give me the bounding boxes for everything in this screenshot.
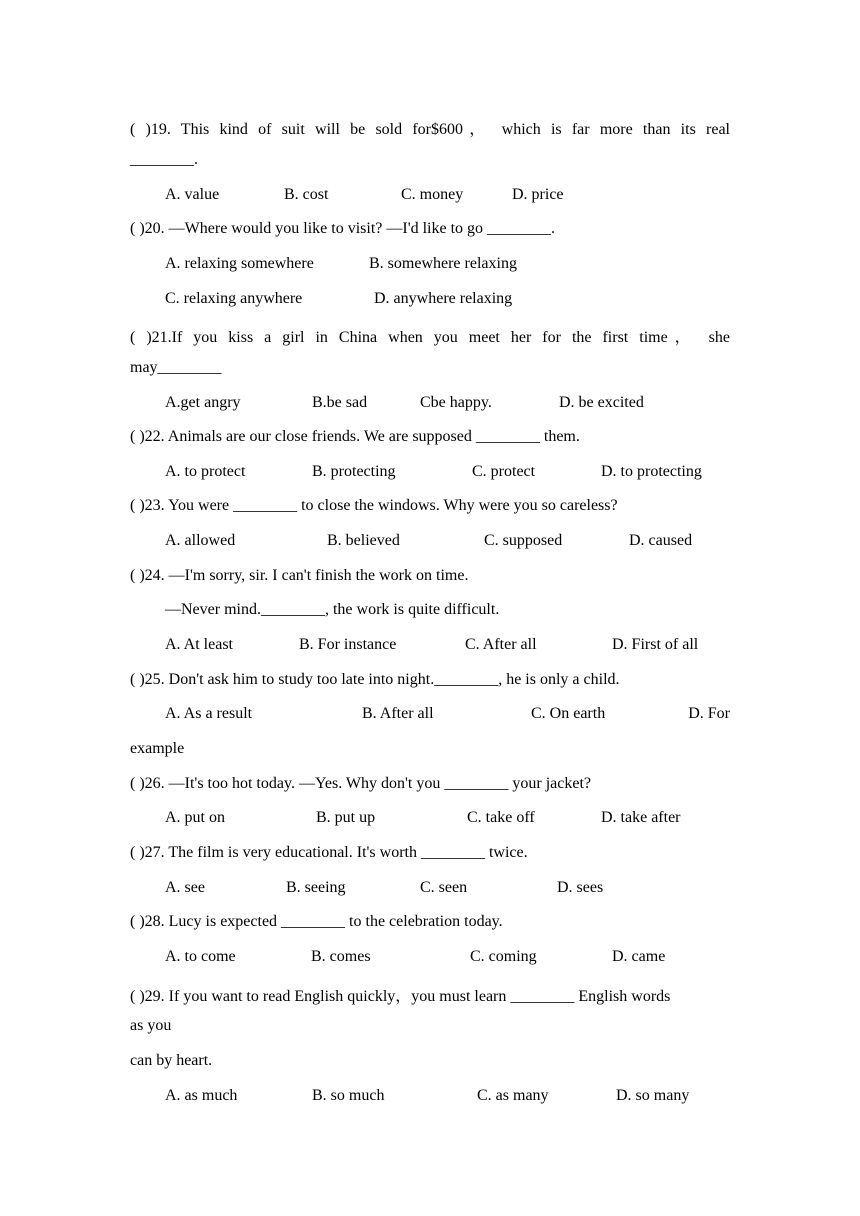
option-a[interactable]: A. As a result: [165, 705, 253, 722]
option-b[interactable]: B. so much: [312, 1087, 385, 1104]
option-c[interactable]: C. supposed: [484, 532, 563, 549]
option-a[interactable]: A. value: [165, 186, 220, 203]
option-d[interactable]: D. For: [688, 705, 730, 722]
question-27-stem: ( )27. The film is very educational. It's worth ________ twice.: [130, 844, 528, 861]
question-23-stem: ( )23. You were ________ to close the windows. Why were you so careless?: [130, 497, 618, 514]
option-d[interactable]: D. caused: [629, 532, 693, 549]
question-21-stem: ( )21.If you kiss a girl in China when you meet her for the first time， she: [130, 329, 730, 346]
option-a[interactable]: A. as much: [165, 1087, 238, 1104]
option-b[interactable]: B. somewhere relaxing: [369, 255, 517, 272]
option-a[interactable]: A. to protect: [165, 463, 246, 480]
option-a[interactable]: A. see: [165, 879, 205, 896]
option-a[interactable]: A. to come: [165, 948, 236, 965]
question-24-stem: ( )24. —I'm sorry, sir. I can't finish the work on time.: [130, 567, 469, 584]
option-d[interactable]: D. to protecting: [601, 463, 702, 480]
option-c[interactable]: C. money: [401, 186, 464, 203]
option-b[interactable]: B. put up: [316, 809, 376, 826]
option-b[interactable]: B. comes: [311, 948, 371, 965]
question-25-stem: ( )25. Don't ask him to study too late into night.________, he is only a child.: [130, 671, 620, 688]
question-29-stem: ( )29. If you want to read English quickly，you must learn ________ English words: [130, 988, 671, 1005]
question-25-options: [165, 705, 730, 725]
option-d[interactable]: D. anywhere relaxing: [374, 290, 513, 307]
option-c[interactable]: C. relaxing anywhere: [165, 290, 303, 307]
option-b[interactable]: B. After all: [362, 705, 434, 722]
option-a[interactable]: A.get angry: [165, 394, 241, 411]
question-26-stem: ( )26. —It's too hot today. —Yes. Why don't you ________ your jacket?: [130, 775, 591, 792]
option-c[interactable]: C. seen: [420, 879, 468, 896]
question-22-stem: ( )22. Animals are our close friends. We are supposed ________ them.: [130, 428, 580, 445]
question-29-stem-continued-2: can by heart.: [130, 1052, 213, 1069]
option-a[interactable]: A. At least: [165, 636, 233, 653]
option-d[interactable]: D. price: [512, 186, 564, 203]
question-29-stem-continued: as you: [130, 1017, 172, 1034]
option-d[interactable]: D. First of all: [612, 636, 699, 653]
option-a[interactable]: A. put on: [165, 809, 225, 826]
option-d[interactable]: D. came: [612, 948, 666, 965]
option-a[interactable]: A. relaxing somewhere: [165, 255, 314, 272]
option-d[interactable]: D. be excited: [559, 394, 644, 411]
question-19-stem-continued: ________.: [130, 151, 198, 168]
option-c[interactable]: Cbe happy.: [420, 394, 492, 411]
option-c[interactable]: C. as many: [477, 1087, 549, 1104]
option-c[interactable]: C. After all: [465, 636, 537, 653]
option-c[interactable]: C. take off: [467, 809, 535, 826]
question-24-stem-continued: —Never mind.________, the work is quite difficult.: [165, 601, 500, 618]
option-b[interactable]: B. protecting: [312, 463, 396, 480]
option-c[interactable]: C. On earth: [531, 705, 606, 722]
question-21-stem-continued: may________: [130, 359, 222, 376]
question-28-stem: ( )28. Lucy is expected ________ to the celebration today.: [130, 913, 503, 930]
option-b[interactable]: B. seeing: [286, 879, 346, 896]
option-a[interactable]: A. allowed: [165, 532, 236, 549]
option-b[interactable]: B. cost: [284, 186, 329, 203]
option-d[interactable]: D. sees: [557, 879, 604, 896]
option-b[interactable]: B. For instance: [299, 636, 397, 653]
option-c[interactable]: C. protect: [472, 463, 536, 480]
question-19-stem: ( )19. This kind of suit will be sold for$600， which is far more than its real: [130, 121, 730, 138]
option-d[interactable]: D. take after: [601, 809, 681, 826]
option-b[interactable]: B.be sad: [312, 394, 368, 411]
question-25-option-d-continued: example: [130, 740, 185, 757]
option-d[interactable]: D. so many: [616, 1087, 690, 1104]
question-20-stem: ( )20. —Where would you like to visit? —I'd like to go ________.: [130, 220, 556, 237]
option-b[interactable]: B. believed: [327, 532, 400, 549]
option-c[interactable]: C. coming: [470, 948, 537, 965]
